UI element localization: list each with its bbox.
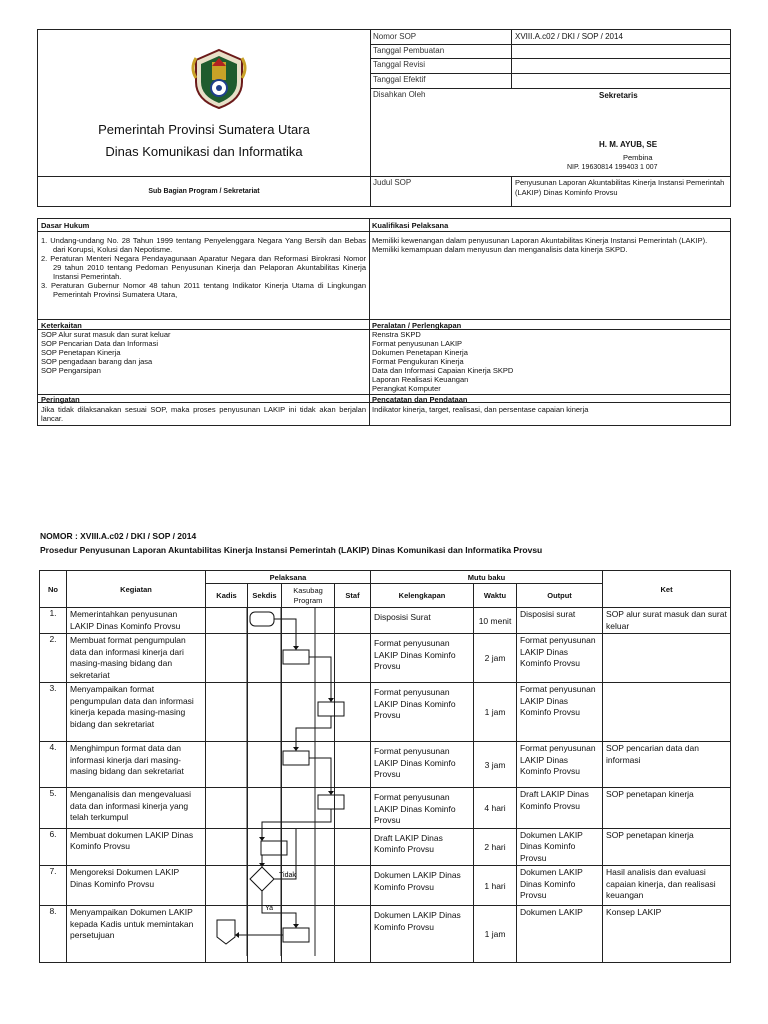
process-box-8	[283, 928, 309, 942]
approver-rank: Pembina	[623, 153, 653, 162]
row-activity: Membuat dokumen LAKIP Dinas Kominfo Provsu	[67, 828, 206, 866]
row-output: Disposisi surat	[517, 608, 603, 634]
col-kegiatan: Kegiatan	[67, 571, 206, 608]
approver-name: H. M. AYUB, SE	[599, 140, 658, 149]
row-waktu: 3 jam	[474, 742, 517, 788]
list-item: SOP pengadaan barang dan jasa	[41, 357, 153, 366]
kualifikasi-list	[369, 236, 730, 254]
row-kelengkapan: Format penyusunan LAKIP Dinas Kominfo Provsu	[371, 683, 474, 742]
field-value	[511, 44, 730, 58]
decision-diamond	[250, 867, 274, 891]
col-output: Output	[517, 584, 603, 608]
row-ket	[603, 634, 731, 683]
procedure-table	[39, 570, 731, 963]
approval-row	[371, 88, 730, 177]
peringatan-header: Peringatan	[38, 394, 369, 403]
flowchart	[205, 608, 381, 956]
list-item: Format penyusunan LAKIP	[372, 339, 463, 348]
row-number: 4.	[40, 742, 67, 788]
row-waktu: 1 hari	[474, 866, 517, 906]
list-item: Memiliki kewenangan dalam penyusunan Laporan Akuntabilitas Kinerja Instansi Pemerintah (LAKIP).	[372, 236, 708, 245]
field-row	[371, 30, 730, 45]
row-waktu: 2 hari	[474, 828, 517, 866]
kualifikasi-header: Kualifikasi Pelaksana	[369, 219, 730, 232]
list-item: Dokumen Penetapan Kinerja	[372, 348, 468, 357]
list-item: 3. Peraturan Gubernur Nomor 48 tahun 2011 tentang Indikator Kinerja Utama di Lingkungan Pemerintah Provinsi Sumatera Utara,	[41, 281, 366, 299]
row-ket: SOP penetapan kinerja	[603, 828, 731, 866]
left-column	[38, 219, 370, 425]
provincial-emblem-icon	[190, 48, 248, 110]
list-item: SOP Pencarian Data dan Informasi	[41, 339, 159, 348]
off-page-connector	[217, 920, 235, 944]
col-no: No	[40, 571, 67, 608]
table-row	[40, 608, 731, 634]
row-activity: Menghimpun format data dan informasi kinerja dari masing-masing bidang dan sekretariat	[67, 742, 206, 788]
row-number: 2.	[40, 634, 67, 683]
procedure-number: NOMOR : XVIII.A.c02 / DKI / SOP / 2014	[40, 531, 197, 541]
dasar-hukum-header: Dasar Hukum	[38, 219, 369, 232]
col-ket: Ket	[603, 571, 731, 608]
row-ket	[603, 683, 731, 742]
row-ket: SOP penetapan kinerja	[603, 788, 731, 829]
table-row	[40, 906, 731, 963]
field-value: XVIII.A.c02 / DKI / SOP / 2014	[511, 30, 730, 44]
peringatan-text: Jika tidak dilaksanakan sesuai SOP, maka proses penyusunan LAKIP ini tidak akan berjalan lancar.	[41, 405, 366, 423]
peralatan-list	[369, 330, 730, 393]
row-number: 6.	[40, 828, 67, 866]
org-identity	[38, 30, 371, 176]
approver-title: Sekretaris	[599, 91, 638, 100]
table-row	[40, 828, 731, 866]
row-output: Dokumen LAKIP Dinas Kominfo Provsu	[517, 866, 603, 906]
table-row	[40, 866, 731, 906]
process-box-6	[261, 841, 287, 855]
row-output: Format penyusunan LAKIP Dinas Kominfo Provsu	[517, 683, 603, 742]
row-number: 7.	[40, 866, 67, 906]
row-output: Draft LAKIP Dinas Kominfo Provsu	[517, 788, 603, 829]
pencatatan-text: Indikator kinerja, target, realisasi, dan persentase capaian kinerja	[372, 405, 589, 414]
row-number: 1.	[40, 608, 67, 634]
field-row	[371, 44, 730, 59]
sop-header	[37, 29, 731, 207]
table-row	[40, 634, 731, 683]
list-item: Format Pengukuran Kinerja	[372, 357, 464, 366]
row-waktu: 1 jam	[474, 906, 517, 963]
approver-nip: NIP. 19630814 199403 1 007	[567, 164, 658, 171]
right-column	[369, 219, 730, 425]
field-row	[371, 58, 730, 74]
row-ket: SOP pencarian data dan informasi	[603, 742, 731, 788]
table-row	[40, 742, 731, 788]
field-label: Tanggal Revisi	[373, 60, 426, 69]
row-number: 5.	[40, 788, 67, 829]
field-label: Nomor SOP	[373, 32, 417, 41]
list-item: Renstra SKPD	[372, 330, 421, 339]
procedure-title: Prosedur Penyusunan Laporan Akuntabilitas Kinerja Instansi Pemerintah (LAKIP) Dinas Komunikasi dan Informatika Provsu	[40, 545, 543, 555]
row-output: Dokumen LAKIP Dinas Kominfo Provsu	[517, 828, 603, 866]
col-staf: Staf	[335, 584, 371, 608]
row-activity: Mengoreksi Dokumen LAKIP Dinas Kominfo Provsu	[67, 866, 206, 906]
flow-label-no: Tidak	[279, 872, 296, 879]
field-value	[511, 58, 730, 73]
judul-label: Judul SOP	[373, 178, 412, 187]
peralatan-header: Peralatan / Perlengkapan	[369, 319, 730, 330]
row-activity: Membuat format pengumpulan data dan informasi kinerja dari masing-masing bidang dan sekretariat	[67, 634, 206, 683]
row-output: Format penyusunan LAKIP Dinas Kominfo Provsu	[517, 634, 603, 683]
judul-value: Penyusunan Laporan Akuntabilitas Kinerja Instansi Pemerintah (LAKIP) Dinas Kominfo Provsu	[511, 176, 730, 206]
list-item: 1. Undang-undang No. 28 Tahun 1999 tentang Penyelenggara Negara Yang Bersih dan Bebas dari Korupsi, Kolusi dan Nepotisme.	[41, 236, 366, 254]
field-label: Tanggal Pembuatan	[373, 46, 445, 55]
pencatatan-header: Pencatatan dan Pendataan	[369, 394, 730, 403]
start-terminator	[250, 612, 274, 626]
row-ket: Konsep LAKIP	[603, 906, 731, 963]
list-item: Perangkat Komputer	[372, 384, 441, 393]
row-number: 8.	[40, 906, 67, 963]
flow-label-yes: Ya	[265, 905, 274, 912]
table-row	[40, 788, 731, 829]
list-item: Data dan Informasi Capaian Kinerja SKPD	[372, 366, 514, 375]
approval-block	[511, 88, 730, 176]
row-activity: Menyampaikan Dokumen LAKIP kepada Kadis untuk memintakan persetujuan	[67, 906, 206, 963]
col-waktu: Waktu	[474, 584, 517, 608]
list-item: SOP Alur surat masuk dan surat keluar	[41, 330, 171, 339]
process-box-2	[283, 650, 309, 664]
field-row	[371, 73, 730, 89]
row-output: Dokumen LAKIP	[517, 906, 603, 963]
row-number: 3.	[40, 683, 67, 742]
table-row	[40, 683, 731, 742]
col-sekdis: Sekdis	[248, 584, 282, 608]
row-kelengkapan: Dokumen LAKIP Dinas Kominfo Provsu	[371, 866, 474, 906]
dasar-hukum-list	[38, 236, 369, 299]
row-kelengkapan: Draft LAKIP Dinas Kominfo Provsu	[371, 828, 474, 866]
title-row	[371, 176, 730, 206]
row-kelengkapan: Disposisi Surat	[371, 608, 474, 634]
col-pelaksana: Pelaksana	[206, 571, 371, 584]
row-kelengkapan: Format penyusunan LAKIP Dinas Kominfo Provsu	[371, 634, 474, 683]
row-kelengkapan: Format penyusunan LAKIP Dinas Kominfo Provsu	[371, 788, 474, 829]
list-item: Memiliki kemampuan dalam menyusun dan menganalisis data kinerja SKPD.	[372, 245, 628, 254]
process-box-5	[318, 795, 344, 809]
list-item: SOP Penetapan Kinerja	[41, 348, 121, 357]
field-label: Tanggal Efektif	[373, 75, 426, 84]
row-kelengkapan: Dokumen LAKIP Dinas Kominfo Provsu	[371, 906, 474, 963]
col-kelengkapan: Kelengkapan	[371, 584, 474, 608]
row-activity: Menyampaikan format pengumpulan data dan informasi kinerja kepada masing-masing bidang dan sekretariat	[67, 683, 206, 742]
keterkaitan-header: Keterkaitan	[38, 319, 369, 330]
list-item: Laporan Realisasi Keuangan	[372, 375, 469, 384]
list-item: 2. Peraturan Menteri Negara Pendayagunaan Aparatur Negara dan Reformasi Birokrasi Nomor 29 tahun 2010 tentang Pedoman Penyusunan Kinerja dan Pelaporan Akuntabilitas Kinerja Instansi Pemerintah.	[41, 254, 366, 281]
keterkaitan-list	[38, 330, 369, 375]
list-item: SOP Pengarsipan	[41, 366, 101, 375]
row-output: Format penyusunan LAKIP Dinas Kominfo Provsu	[517, 742, 603, 788]
sub-unit: Sub Bagian Program / Sekretariat	[38, 176, 371, 207]
org-line-2: Dinas Komunikasi dan Informatika	[105, 144, 303, 159]
col-kasubag: Kasubag Program	[282, 584, 335, 608]
org-line-1: Pemerintah Provinsi Sumatera Utara	[98, 122, 310, 137]
row-waktu: 4 hari	[474, 788, 517, 829]
row-kelengkapan: Format penyusunan LAKIP Dinas Kominfo Provsu	[371, 742, 474, 788]
col-mutu-baku: Mutu baku	[371, 571, 603, 584]
row-waktu: 2 jam	[474, 634, 517, 683]
row-activity: Menganalisis dan mengevaluasi data dan informasi kinerja yang telah terkumpul	[67, 788, 206, 829]
row-ket: Hasil analisis dan evaluasi capaian kinerja, dan realisasi keuangan	[603, 866, 731, 906]
row-activity: Memerintahkan penyusunan LAKIP Dinas Kominfo Provsu	[67, 608, 206, 634]
approved-label: Disahkan Oleh	[373, 90, 426, 99]
sop-details	[37, 218, 731, 426]
process-box-4	[283, 751, 309, 765]
col-kadis: Kadis	[206, 584, 248, 608]
row-waktu: 10 menit	[474, 608, 517, 634]
field-value	[511, 73, 730, 88]
row-waktu: 1 jam	[474, 683, 517, 742]
row-ket: SOP alur surat masuk dan surat keluar	[603, 608, 731, 634]
process-box-3	[318, 702, 344, 716]
